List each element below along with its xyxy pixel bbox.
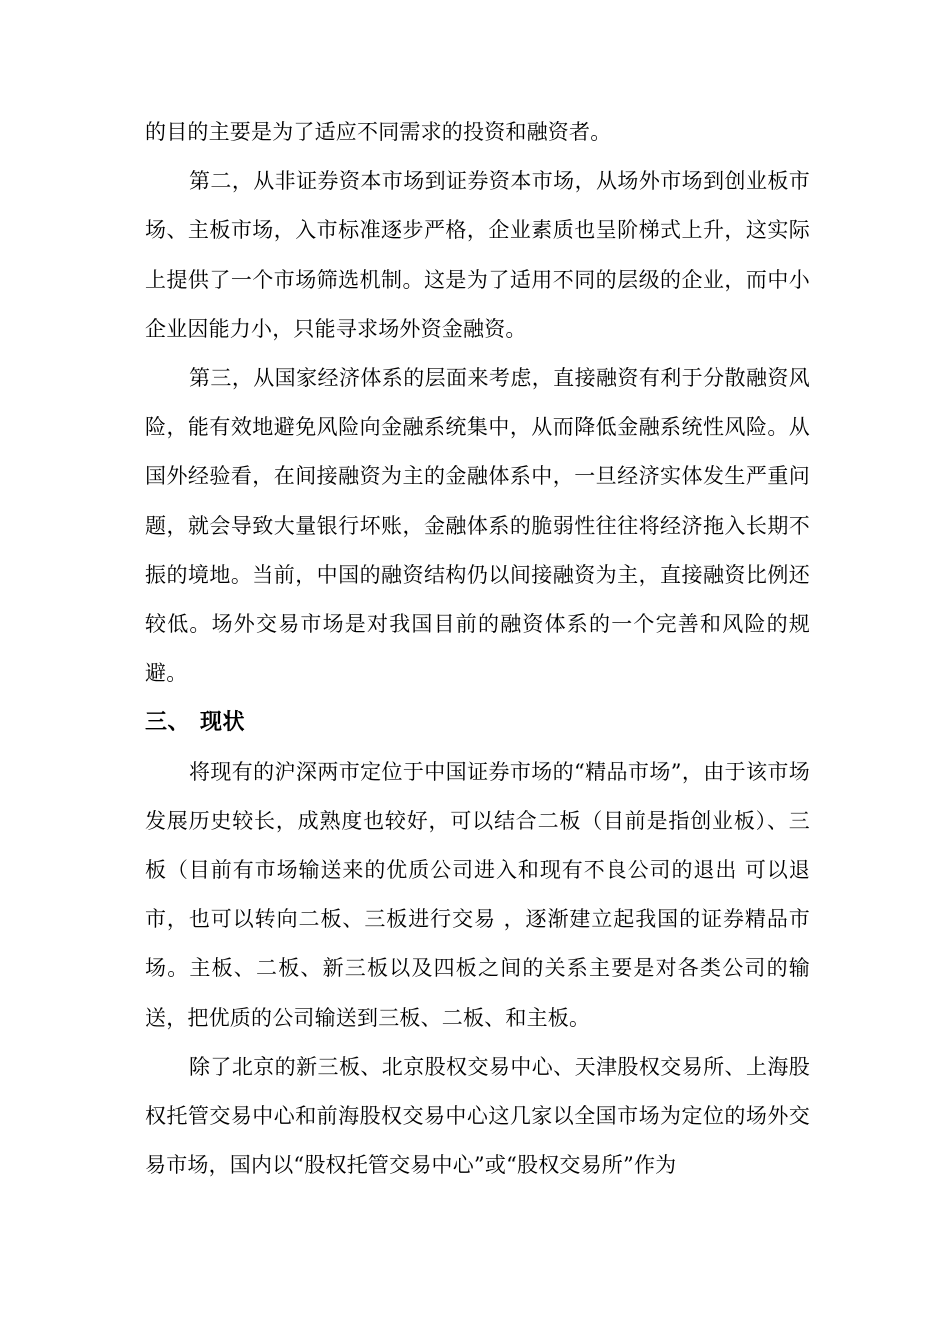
paragraph-otc-markets: 除了北京的新三板、北京股权交易中心、天津股权交易所、上海股权托管交易中心和前海股权交易中心这几家以全国市场为定位的场外交易市场，国内以“股权托管交易中心”或“股权交易所”作为 (145, 1054, 810, 1178)
section-heading-number: 三、 (145, 709, 191, 736)
paragraph-continuation: 的目的主要是为了适应不同需求的投资和融资者。 (145, 120, 612, 144)
paragraph-market-positioning: 将现有的沪深两市定位于中国证券市场的“精品市场”，由于该市场发展历史较长，成熟度也较好，可以结合二板（目前是指创业板）、三板（目前有市场输送来的优质公司进入和现有不良公司的退出 可以退市，也可以转向二板、三板进行交易 ，逐渐建立起我国的证券精品市场。主板、二板、新三板以及四板之间的关系主要是对各类公司的输送，把优质的公司输送到三板、二板、和主板。 (145, 759, 810, 1030)
document-body (145, 108, 810, 1190)
section-heading-status (145, 698, 810, 747)
paragraph-second-point: 第二，从非证券资本市场到证券资本市场，从场外市场到创业板市场、主板市场，入市标准逐步严格，企业素质也呈阶梯式上升，这实际上提供了一个市场筛选机制。这是为了适用不同的层级的企业，而中小企业因能力小，只能寻求场外资金融资。 (145, 169, 810, 341)
section-heading-title: 现状 (200, 709, 246, 736)
paragraph-third-point: 第三，从国家经济体系的层面来考虑，直接融资有利于分散融资风险，能有效地避免风险向金融系统集中，从而降低金融系统性风险。从国外经验看，在间接融资为主的金融体系中，一旦经济实体发生严重问题，就会导致大量银行坏账，金融体系的脆弱性往往将经济拖入长期不振的境地。当前，中国的融资结构仍以间接融资为主，直接融资比例还较低。场外交易市场是对我国目前的融资体系的一个完善和风险的规避。 (145, 366, 810, 686)
